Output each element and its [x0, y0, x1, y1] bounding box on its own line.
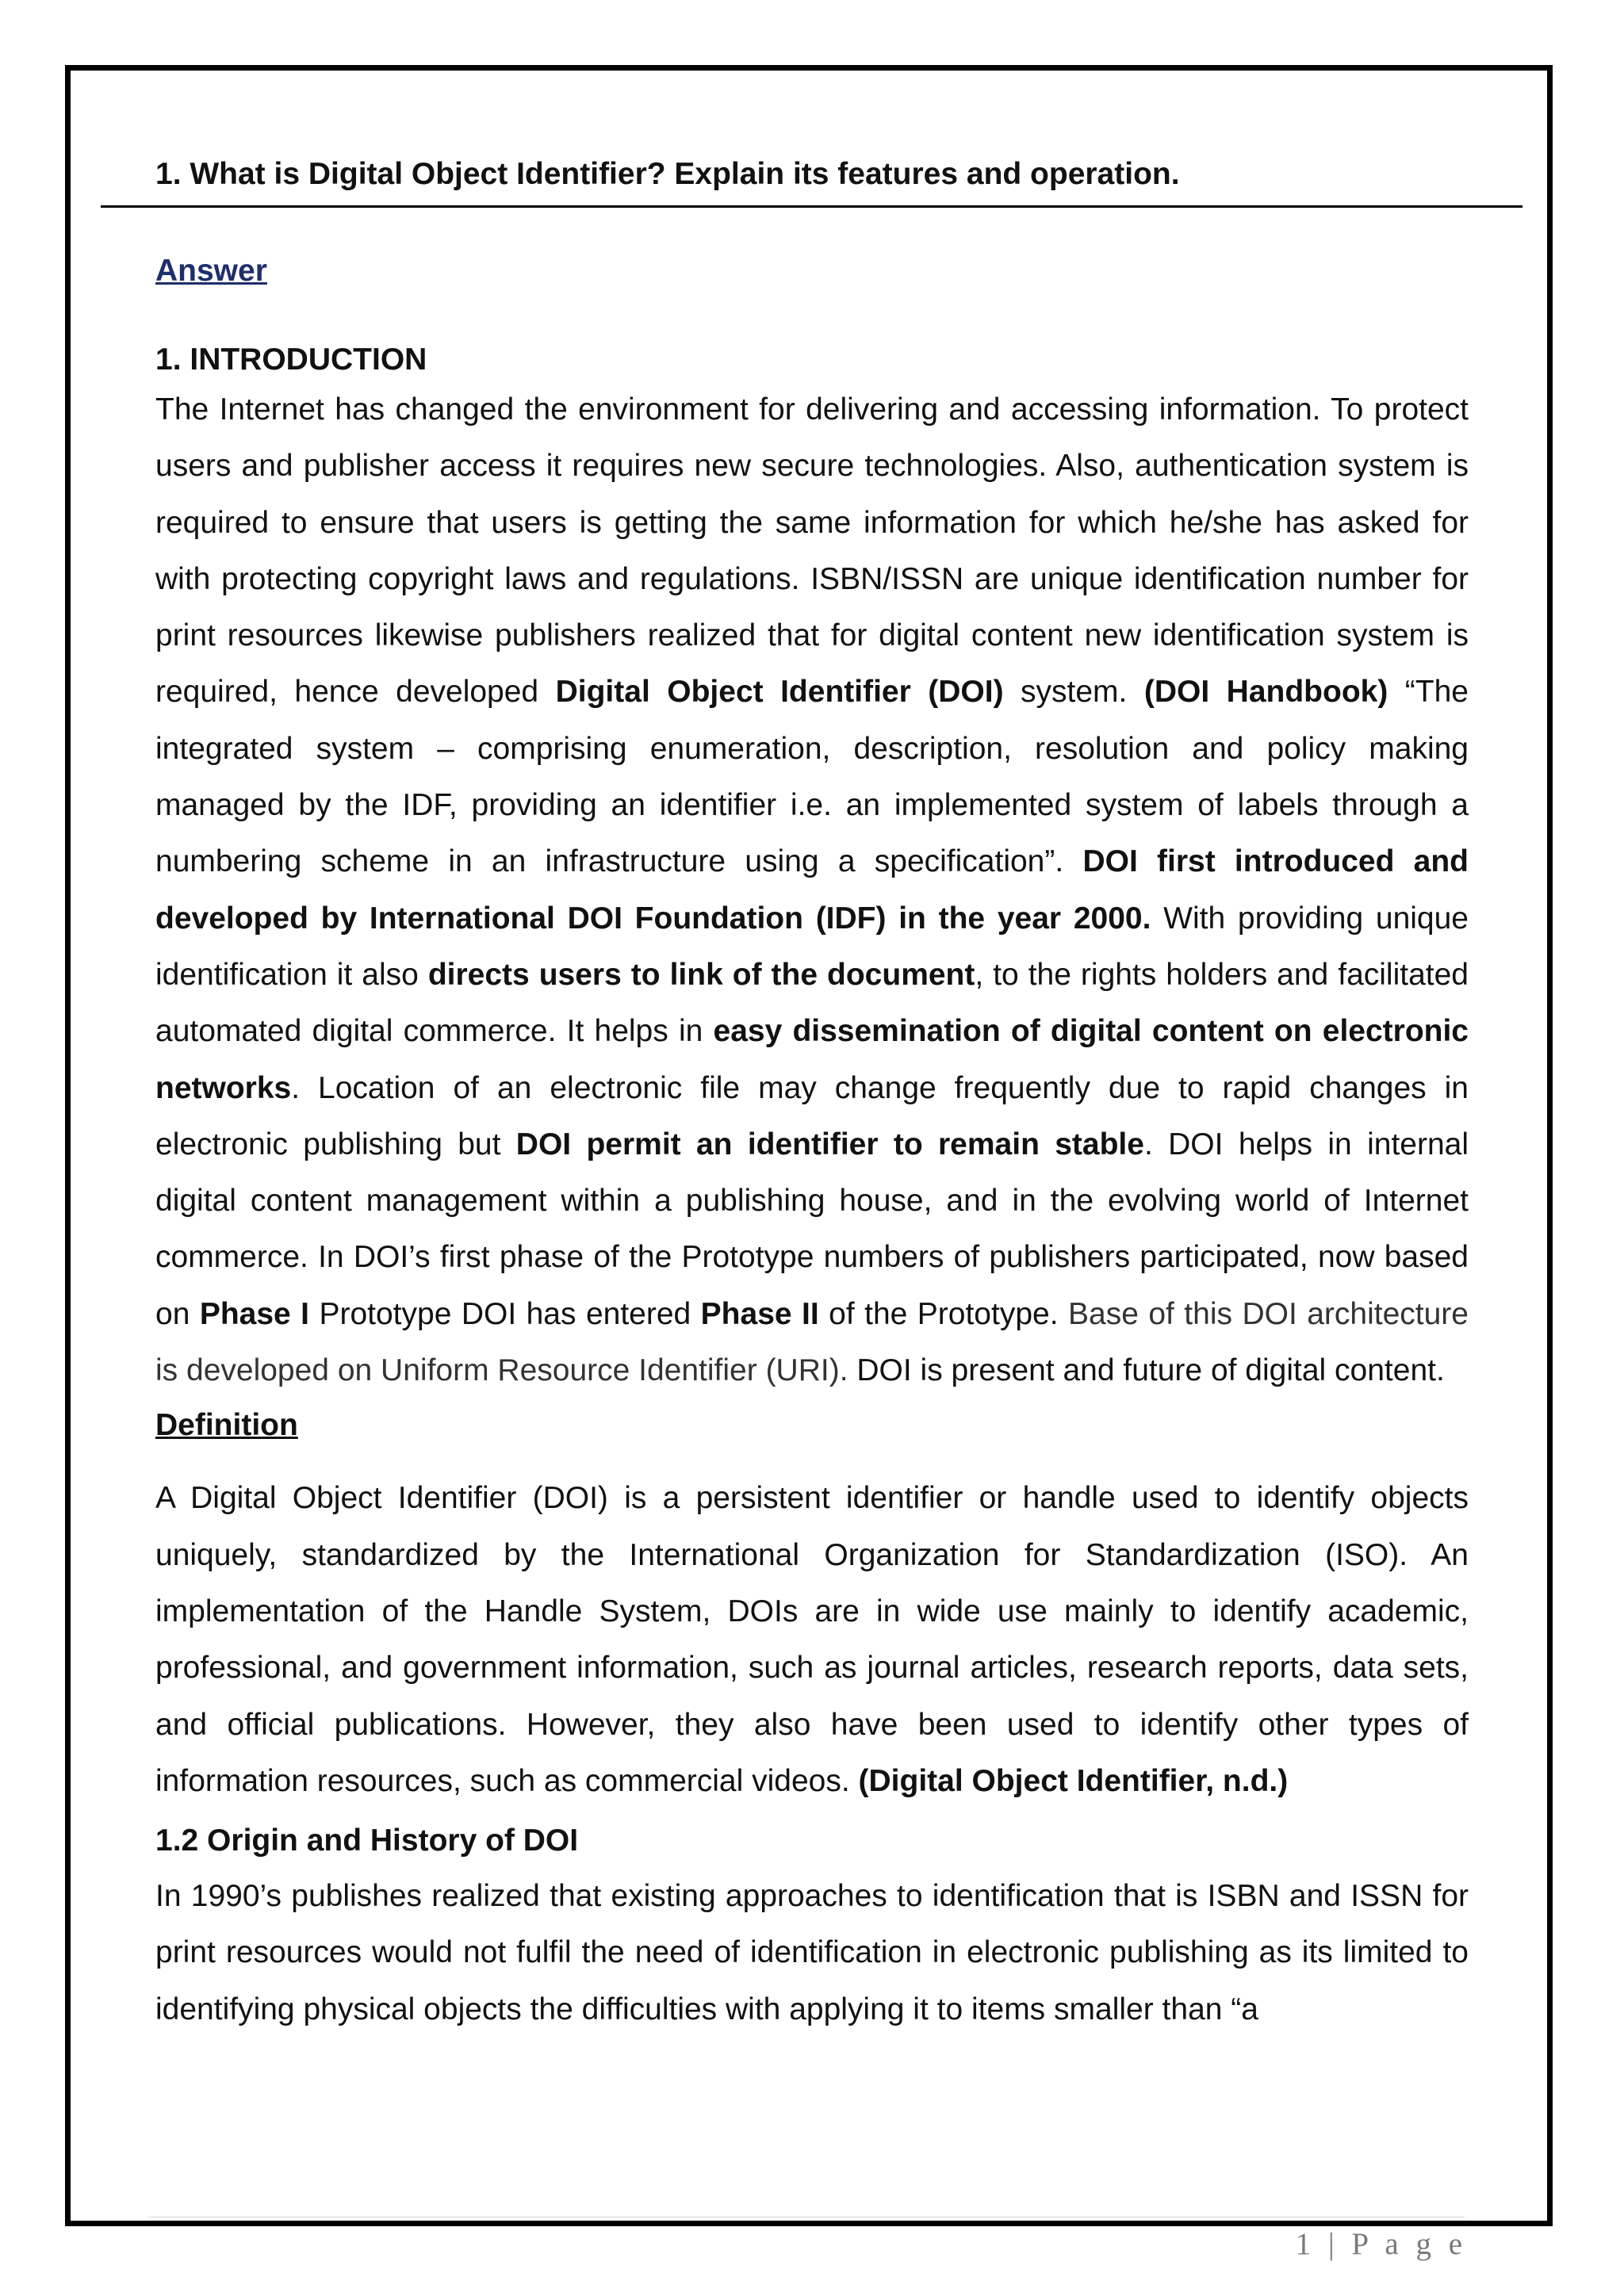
question-title: 1. What is Digital Object Identifier? Explain its features and operation.: [155, 157, 1180, 191]
intro-bold: DOI permit an identifier to remain stable: [515, 1127, 1144, 1161]
intro-text: DOI is present and future of digital content.: [848, 1353, 1445, 1388]
intro-text: The Internet has changed the environment for delivering and accessing information. To protect users and publisher access it requires new secure technologies. Also, authentication system is required to ensure that users is getting the same information for which he/she has asked for with protecting copyright laws and regulations. ISBN/ISSN are unique identification number for print resources likewise publishers realized that for digital content new identification system is required, hence developed: [155, 392, 1469, 710]
intro-bold: Phase I: [199, 1296, 310, 1331]
definition-citation: (Digital Object Identifier, n.d.): [858, 1763, 1289, 1798]
intro-bold: (DOI Handbook): [1143, 675, 1388, 710]
intro-bold: directs users to link of the document: [427, 957, 975, 992]
definition-heading: Definition: [155, 1408, 298, 1443]
origin-heading: 1.2 Origin and History of DOI: [155, 1823, 579, 1858]
intro-bold: DOI first introduced and developed by International DOI Foundation (IDF) in the year 2000.: [155, 844, 1469, 936]
intro-heading: 1. INTRODUCTION: [155, 342, 427, 377]
intro-text: . DOI helps in internal digital content management within a publishing house, and in the evolving world of Internet commerce. In DOI’s first phase of the Prototype numbers of publishers participated, now based on: [155, 1127, 1469, 1331]
answer-label: Answer: [155, 254, 267, 288]
intro-text: “The integrated system – comprising enumeration, description, resolution and policy making managed by the IDF, providing an identifier i.e. an implemented system of labels through a numbering scheme in an infrastructure using a specification”.: [155, 675, 1469, 879]
intro-text: of the Prototype.: [818, 1296, 1068, 1331]
origin-paragraph: In 1990’s publishes realized that existing approaches to identification that is ISBN and ISSN for print resources would not fulfil the need of identification in electronic publishing as its limited to identifying physical objects the difficulties with applying it to items smaller than “a: [155, 1879, 1469, 2026]
question-divider: [101, 205, 1522, 208]
definition-paragraph: [155, 1470, 1469, 1809]
document-body: [155, 339, 1469, 2038]
definition-text: A Digital Object Identifier (DOI) is a persistent identifier or handle used to identify objects uniquely, standardized by the International Organization for Standardization (ISO). An implementation of the Handle System, DOIs are in wide use mainly to identify academic, professional, and government information, such as journal articles, research reports, data sets, and official publications. However, they also have been used to identify other types of information resources, such as commercial videos.: [155, 1481, 1469, 1798]
intro-text: Base of this DOI architecture is developed on Uniform Resource Identifier (URI).: [155, 1296, 1469, 1388]
intro-text: With providing unique identification it also: [155, 901, 1469, 992]
intro-text: , to the rights holders and facilitated automated digital commerce. It helps in: [155, 957, 1469, 1049]
intro-paragraph: [155, 381, 1469, 1399]
intro-text: Prototype DOI has entered: [309, 1296, 701, 1331]
intro-bold: Digital Object Identifier (DOI): [555, 675, 1004, 710]
intro-text: . Location of an electronic file may change frequently due to rapid changes in electronic publishing but: [155, 1070, 1469, 1161]
footer-divider: [148, 2217, 1465, 2218]
intro-text: system.: [1003, 675, 1144, 710]
page-number: 1 | P a g e: [1295, 2227, 1467, 2261]
intro-bold: Phase II: [700, 1296, 819, 1331]
intro-bold: easy dissemination of digital content on electronic networks: [155, 1014, 1469, 1105]
